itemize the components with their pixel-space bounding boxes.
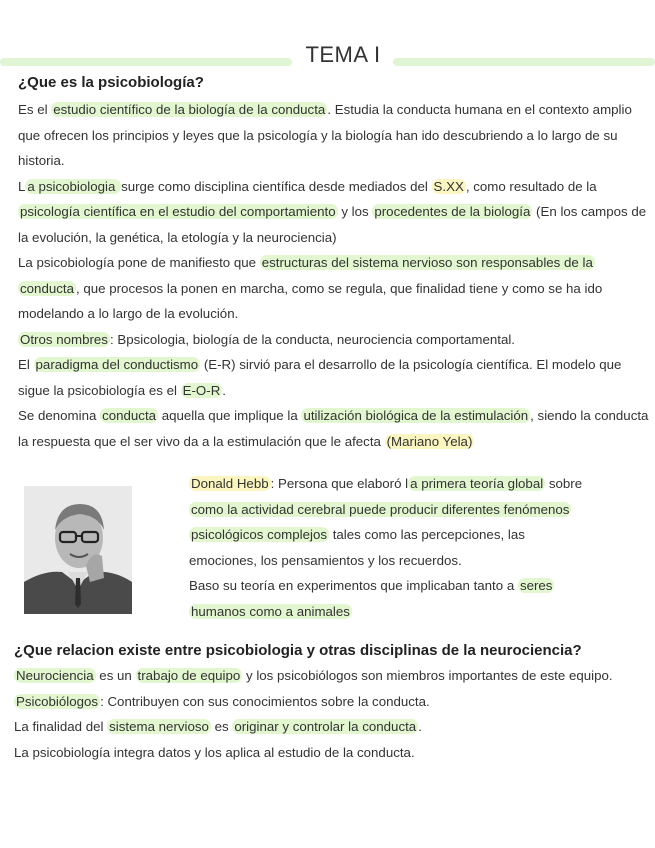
text-line: [18, 225, 648, 251]
text-run: surge como disciplina científica desde mediados del: [121, 178, 432, 194]
text-line: [18, 174, 648, 200]
highlight-green: sistema nervioso: [109, 719, 209, 734]
text-line: [18, 123, 648, 149]
text-run: La psicobiología integra datos y los aplica al estudio de la conducta.: [14, 744, 415, 760]
text-run: La psicobiología pone de manifiesto que: [18, 255, 260, 270]
text-line: [189, 599, 582, 625]
hebb-description: [189, 471, 582, 624]
text-line: [189, 522, 582, 548]
highlight-green: a psicobiologia: [27, 178, 120, 194]
text-run: y los: [337, 204, 373, 219]
title-decoration-right: [393, 58, 655, 66]
text-line: [18, 403, 648, 429]
text-run: : Persona que elaboró l: [270, 476, 409, 491]
section1-body: [18, 97, 648, 454]
text-line: [14, 740, 613, 766]
text-run: : Contribuyen con sus conocimientos sobre la conducta.: [100, 693, 430, 709]
text-run: , como resultado de la: [465, 178, 597, 194]
text-line: [14, 663, 613, 689]
text-run: El: [18, 357, 34, 372]
text-line: [18, 327, 648, 353]
highlight-green: humanos como a animales: [191, 603, 350, 619]
portrait-image: [24, 486, 132, 614]
text-run: y los psicobiólogos son miembros importantes de este equipo.: [242, 668, 613, 683]
text-run: Baso su teoría en experimentos que implicaban tanto a: [189, 578, 518, 593]
highlight-green: psicología científica en el estudio del comportamiento: [20, 204, 336, 219]
text-run: (E-R) sirvió para el desarrollo de la psicología científica. El modelo que: [200, 357, 622, 372]
highlight-green: a primera teoría global: [410, 476, 544, 491]
highlight-green: como la actividad cerebral puede producir diferentes fenómenos: [191, 501, 570, 517]
highlight-green: originar y controlar la conducta: [234, 719, 417, 734]
section1-heading: ¿Que es la psicobiología?: [18, 74, 204, 91]
highlight-green: E-O-R: [182, 382, 221, 398]
highlight-green: Neurociencia: [16, 668, 94, 683]
text-line: [189, 548, 582, 574]
text-line: [18, 148, 648, 174]
text-run: emociones, los pensamientos y los recuerdos.: [189, 552, 462, 568]
highlight-green: paradigma del conductismo: [35, 357, 199, 372]
highlight-green: Psicobiólogos: [16, 693, 99, 709]
text-run: la evolución, la genética, la etología y la neurociencia): [18, 229, 337, 245]
text-run: .: [418, 719, 422, 734]
text-run: , siendo la conducta: [530, 408, 649, 423]
text-line: [14, 689, 613, 715]
text-run: historia.: [18, 153, 65, 168]
text-run: es un: [95, 668, 136, 683]
text-line: [18, 250, 648, 276]
highlight-green: conducta: [20, 280, 74, 296]
title-bar: [0, 40, 655, 70]
text-run: L: [18, 178, 26, 194]
highlight-green: Otros nombres: [20, 331, 108, 347]
text-run: . Estudia la conducta humana en el contexto amplio: [327, 102, 632, 117]
text-run: modelando a lo largo de la evolución.: [18, 306, 239, 321]
highlight-yellow: S.XX: [433, 178, 464, 194]
text-run: Es el: [18, 102, 52, 117]
text-run: Se denomina: [18, 408, 101, 423]
title-decoration-left: [0, 58, 292, 66]
text-line: [14, 714, 613, 740]
text-run: : Bpsicologia, biología de la conducta, neurociencia comportamental.: [109, 331, 515, 347]
page-title: TEMA I: [305, 42, 381, 67]
text-line: [18, 199, 648, 225]
text-line: [18, 301, 648, 327]
highlight-green: estructuras del sistema nervioso son responsables de la: [261, 255, 593, 270]
text-line: [18, 378, 648, 404]
text-line: [189, 497, 582, 523]
highlight-yellow: Donald Hebb: [191, 476, 269, 491]
donald-hebb-photo: [24, 486, 132, 614]
section2-body: [14, 663, 613, 765]
text-run: es: [210, 719, 233, 734]
highlight-green: conducta: [102, 408, 157, 423]
highlight-green: utilización biológica de la estimulación: [303, 408, 529, 423]
highlight-green: procedentes de la biología: [374, 204, 531, 219]
text-line: [18, 276, 648, 302]
text-line: [18, 97, 648, 123]
section2-heading: ¿Que relacion existe entre psicobiologia y otras disciplinas de la neurociencia?: [14, 642, 582, 659]
text-run: .: [222, 382, 226, 398]
text-run: sigue la psicobiología es el: [18, 382, 181, 398]
text-line: [18, 352, 648, 378]
text-line: [189, 573, 582, 599]
highlight-green: psicológicos complejos: [191, 527, 327, 542]
text-run: la respuesta que el ser vivo da a la estimulación que le afecta: [18, 433, 385, 449]
text-run: tales como las percepciones, las: [329, 527, 525, 542]
text-run: sobre: [545, 476, 583, 491]
highlight-green: trabajo de equipo: [137, 668, 241, 683]
highlight-green: estudio científico de la biología de la conducta: [53, 102, 326, 117]
highlight-green: seres: [519, 578, 553, 593]
text-run: que ofrecen los principios y leyes que la psicología y la biología han ido descubriendo a lo largo de su: [18, 127, 618, 143]
highlight-yellow: (Mariano Yela): [386, 433, 473, 449]
text-run: aquella que implique la: [158, 408, 302, 423]
text-run: (En los campos de: [532, 204, 647, 219]
text-run: La finalidad del: [14, 719, 108, 734]
text-run: , que procesos la ponen en marcha, como se regula, que finalidad tiene y como se ha ido: [75, 280, 603, 296]
text-line: [189, 471, 582, 497]
text-line: [18, 429, 648, 455]
